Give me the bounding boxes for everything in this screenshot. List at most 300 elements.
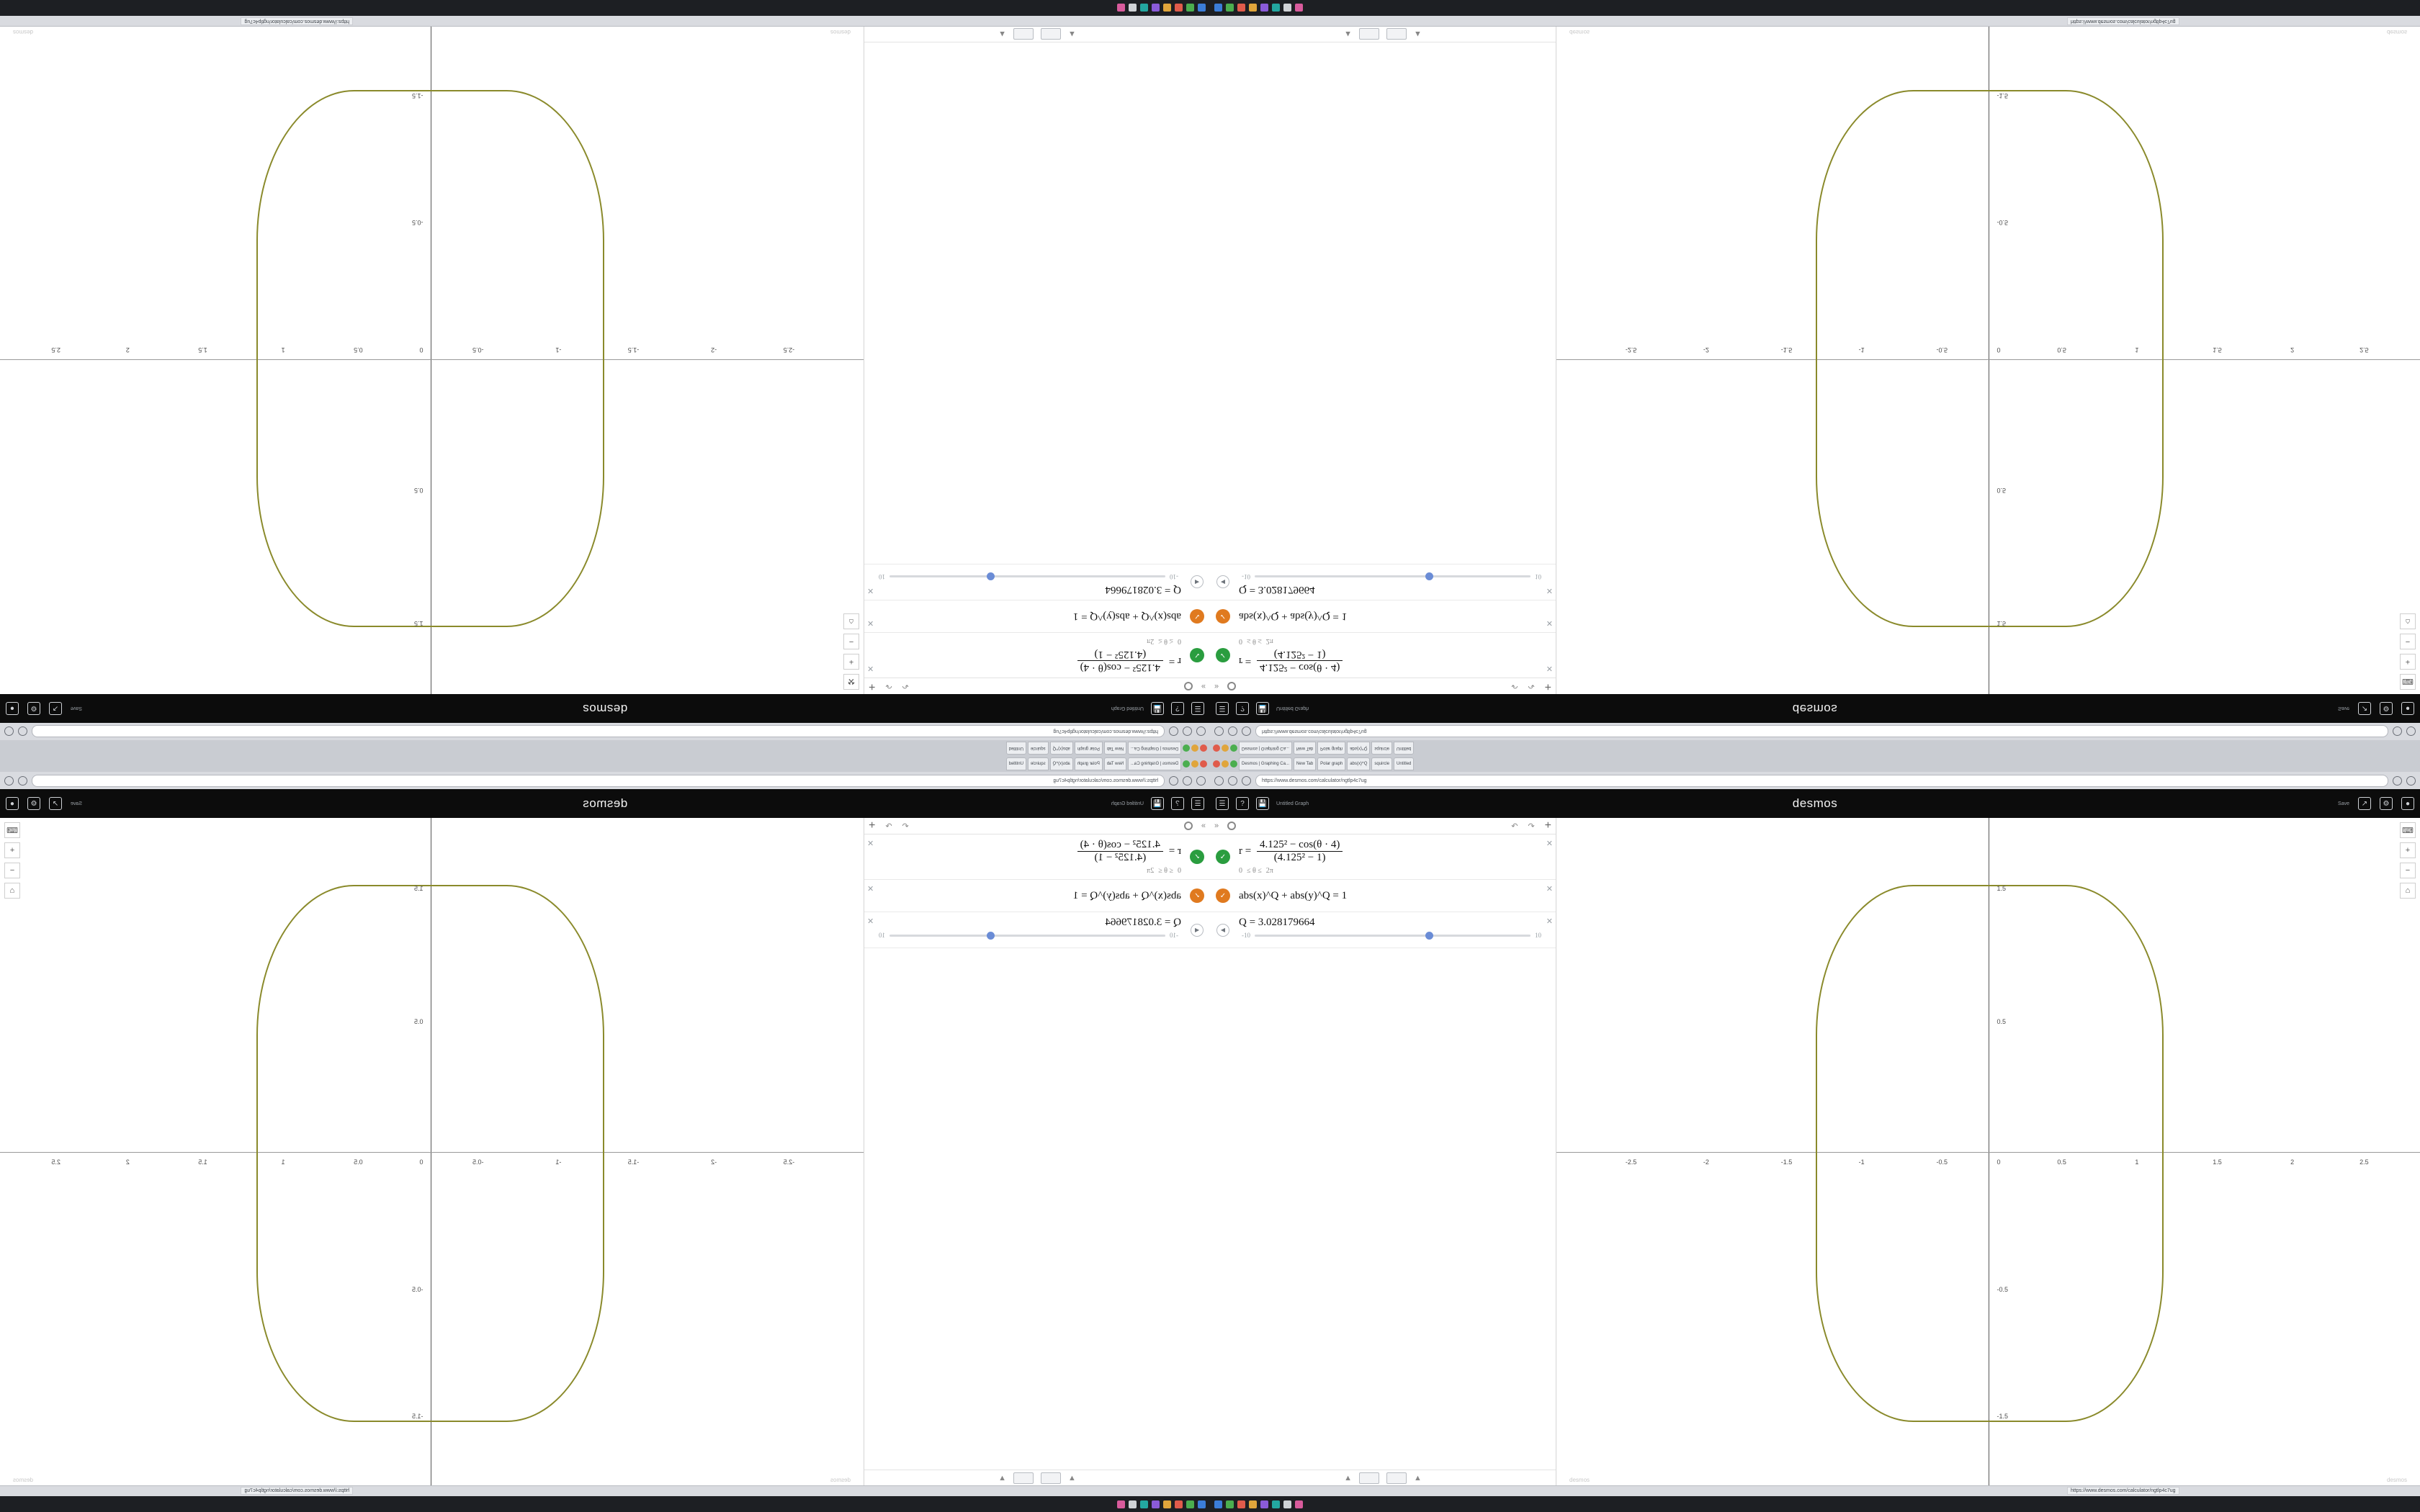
gear-icon[interactable]: ⚙ bbox=[2380, 702, 2393, 715]
question-icon[interactable]: ? bbox=[1171, 797, 1184, 810]
taskbar-app-icon[interactable] bbox=[1237, 4, 1245, 12]
hamburger-icon[interactable]: ☰ bbox=[1191, 797, 1204, 810]
forward-icon[interactable] bbox=[1228, 776, 1237, 786]
keyboard-icon[interactable] bbox=[1359, 28, 1379, 40]
keyboard-bar[interactable] bbox=[864, 1470, 1210, 1486]
tab-strip[interactable] bbox=[1210, 756, 2420, 772]
address-input[interactable]: https://www.desmos.com/calculator/ngtlp4c7ug bbox=[1255, 726, 2388, 738]
taskbar[interactable] bbox=[0, 1496, 1210, 1512]
caret-up-icon[interactable]: ▲ bbox=[1414, 30, 1422, 38]
taskbar-app-icon[interactable] bbox=[1214, 4, 1222, 12]
zoom-out-icon[interactable]: − bbox=[843, 634, 859, 649]
add-expression-button[interactable]: + bbox=[1544, 680, 1551, 693]
expression-row-implicit[interactable] bbox=[864, 880, 1210, 912]
taskbar-app-icon[interactable] bbox=[1283, 1500, 1291, 1508]
slider-min[interactable]: -10 bbox=[1242, 932, 1250, 939]
taskbar-app-icon[interactable] bbox=[1237, 1500, 1245, 1508]
delete-expression-icon[interactable]: ✕ bbox=[1546, 586, 1553, 595]
taskbar-app-icon[interactable] bbox=[1226, 1500, 1234, 1508]
slider-max[interactable]: 10 bbox=[1535, 573, 1541, 580]
redo-icon[interactable]: ↷ bbox=[885, 822, 892, 831]
keyboard-icon[interactable] bbox=[1041, 1472, 1061, 1484]
keyboard-bar[interactable] bbox=[864, 26, 1210, 42]
domain-max: 2π bbox=[1147, 637, 1155, 645]
home-icon[interactable]: ⌂ bbox=[843, 613, 859, 629]
question-icon[interactable]: ? bbox=[1236, 797, 1249, 810]
curve-toggle-icon[interactable]: ✓ bbox=[1190, 648, 1204, 662]
window-min-dot[interactable] bbox=[1222, 760, 1229, 768]
delete-expression-icon[interactable]: ✕ bbox=[1546, 664, 1553, 672]
caret-up-icon[interactable]: ▲ bbox=[1068, 30, 1076, 38]
expression-color-swatch[interactable] bbox=[1184, 834, 1210, 879]
browser-tab[interactable]: New Tab bbox=[1294, 742, 1316, 755]
taskbar-app-icon[interactable] bbox=[1186, 4, 1194, 12]
keyboard-icon[interactable] bbox=[1359, 1472, 1379, 1484]
taskbar-app-icon[interactable] bbox=[1295, 4, 1303, 12]
caret-up-icon[interactable]: ▲ bbox=[1344, 30, 1352, 38]
browser-tab[interactable]: Polar graph bbox=[1317, 742, 1345, 755]
delete-expression-icon[interactable]: ✕ bbox=[867, 618, 874, 627]
untitled-label[interactable]: Untitled Graph bbox=[1276, 706, 1309, 711]
redo-icon[interactable]: ↷ bbox=[1528, 681, 1535, 690]
taskbar-app-icon[interactable] bbox=[1198, 1500, 1206, 1508]
expression-row-polar[interactable] bbox=[1210, 632, 1556, 678]
home-icon[interactable]: ⌂ bbox=[2400, 613, 2416, 629]
tab-strip[interactable] bbox=[0, 740, 1210, 756]
expression-content[interactable] bbox=[1236, 912, 1556, 948]
share-icon[interactable]: ↗ bbox=[49, 702, 62, 715]
save-icon[interactable]: 💾 bbox=[1151, 702, 1164, 715]
keyboard-icon[interactable]: ⌨ bbox=[2400, 674, 2416, 690]
save-button[interactable]: Save bbox=[71, 706, 82, 711]
bookmark-icon[interactable] bbox=[18, 727, 27, 737]
keyboard-bar[interactable] bbox=[1210, 26, 1556, 42]
add-expression-button[interactable]: + bbox=[869, 819, 876, 832]
browser-tab[interactable]: squircle bbox=[1371, 742, 1392, 755]
curve-toggle-icon[interactable]: ✓ bbox=[1216, 648, 1230, 662]
save-button[interactable]: Save bbox=[2338, 801, 2349, 806]
hamburger-icon[interactable]: ☰ bbox=[1216, 797, 1229, 810]
expression-list bbox=[864, 834, 1210, 1470]
expression-content[interactable] bbox=[864, 564, 1184, 600]
taskbar-app-icon[interactable] bbox=[1129, 1500, 1137, 1508]
zoom-in-icon[interactable]: + bbox=[2400, 654, 2416, 670]
save-icon[interactable]: 💾 bbox=[1151, 797, 1164, 810]
chevron-right-icon[interactable]: » bbox=[1201, 822, 1206, 830]
taskbar-app-icon[interactable] bbox=[1163, 4, 1171, 12]
delete-expression-icon[interactable]: ✕ bbox=[867, 917, 874, 926]
untitled-label[interactable]: Untitled Graph bbox=[1276, 801, 1309, 806]
browser-tab[interactable]: Polar graph bbox=[1075, 742, 1103, 755]
chevron-right-icon[interactable]: » bbox=[1201, 682, 1206, 690]
taskbar-app-icon[interactable] bbox=[1260, 4, 1268, 12]
curve-toggle-icon[interactable]: ✓ bbox=[1190, 888, 1204, 903]
zoom-in-icon[interactable]: + bbox=[4, 842, 20, 858]
keyboard-icon[interactable] bbox=[1386, 1472, 1407, 1484]
reload-icon[interactable] bbox=[1242, 727, 1251, 737]
home-icon[interactable]: ⌂ bbox=[4, 883, 20, 899]
gear-icon[interactable] bbox=[1227, 822, 1236, 830]
zoom-in-icon[interactable]: + bbox=[2400, 842, 2416, 858]
slider-track[interactable] bbox=[1255, 576, 1531, 578]
forward-icon[interactable] bbox=[1183, 776, 1192, 786]
keyboard-icon[interactable] bbox=[1386, 28, 1407, 40]
step-back-icon[interactable]: ◀ bbox=[1191, 576, 1204, 589]
expression-color-swatch[interactable] bbox=[1210, 834, 1236, 879]
expression-row-polar[interactable] bbox=[1210, 834, 1556, 880]
taskbar-app-icon[interactable] bbox=[1152, 1500, 1160, 1508]
browser-tab[interactable]: Untitled bbox=[1394, 757, 1414, 770]
browser-url-bar[interactable] bbox=[1210, 723, 2420, 740]
slider-value-label[interactable]: Q = 3.028179664 bbox=[1239, 917, 1315, 928]
account-icon[interactable]: ● bbox=[6, 702, 19, 715]
zoom-in-icon[interactable]: + bbox=[843, 654, 859, 670]
delete-expression-icon[interactable]: ✕ bbox=[1546, 618, 1553, 627]
slider-track[interactable] bbox=[889, 935, 1165, 937]
address-input[interactable]: https://www.desmos.com/calculator/ngtlp4c7ug bbox=[32, 726, 1165, 738]
slider-max[interactable]: 10 bbox=[1535, 932, 1541, 939]
expression-row-polar[interactable] bbox=[864, 632, 1210, 678]
gear-icon[interactable] bbox=[1184, 822, 1193, 830]
keyboard-icon[interactable] bbox=[1013, 28, 1034, 40]
expression-color-swatch[interactable] bbox=[1184, 600, 1210, 632]
expression-row-polar[interactable] bbox=[864, 834, 1210, 880]
step-back-icon[interactable]: ◀ bbox=[1216, 576, 1229, 589]
save-button[interactable]: Save bbox=[2338, 706, 2349, 711]
slider-track[interactable] bbox=[889, 576, 1165, 578]
browser-tab[interactable]: squircle bbox=[1028, 757, 1049, 770]
expression-row-implicit[interactable] bbox=[1210, 880, 1556, 912]
slider-step-controls[interactable] bbox=[1210, 564, 1236, 600]
window-close-dot[interactable] bbox=[1213, 744, 1220, 752]
hamburger-icon[interactable]: ☰ bbox=[1191, 702, 1204, 715]
menu-icon[interactable] bbox=[2406, 776, 2416, 786]
caret-up-icon[interactable]: ▲ bbox=[1068, 1474, 1076, 1482]
slider-min[interactable]: -10 bbox=[1170, 573, 1178, 580]
slider-knob[interactable] bbox=[987, 932, 995, 940]
menu-icon[interactable] bbox=[2406, 727, 2416, 737]
taskbar-app-icon[interactable] bbox=[1175, 1500, 1183, 1508]
slider-knob[interactable] bbox=[1425, 573, 1433, 581]
browser-tab[interactable]: New Tab bbox=[1294, 757, 1316, 770]
reload-icon[interactable] bbox=[1169, 727, 1178, 737]
delete-expression-icon[interactable]: ✕ bbox=[1546, 840, 1553, 848]
expression-content[interactable] bbox=[864, 834, 1184, 879]
delete-expression-icon[interactable]: ✕ bbox=[867, 664, 874, 672]
slider-row[interactable] bbox=[1239, 929, 1549, 943]
home-icon[interactable]: ⌂ bbox=[2400, 883, 2416, 899]
account-icon[interactable]: ● bbox=[2401, 797, 2414, 810]
chevron-right-icon[interactable]: » bbox=[1214, 822, 1219, 830]
slider-min[interactable]: -10 bbox=[1242, 573, 1250, 580]
undo-icon[interactable]: ↶ bbox=[1511, 681, 1518, 690]
taskbar-app-icon[interactable] bbox=[1198, 4, 1206, 12]
browser-url-bar[interactable] bbox=[0, 723, 1210, 740]
x-tick: 1.5 bbox=[198, 1158, 207, 1166]
window-min-dot[interactable] bbox=[1191, 744, 1198, 752]
delete-expression-icon[interactable]: ✕ bbox=[867, 840, 874, 848]
curve-toggle-icon[interactable]: ✓ bbox=[1190, 850, 1204, 864]
taskbar-app-icon[interactable] bbox=[1140, 1500, 1148, 1508]
browser-tab[interactable]: Untitled bbox=[1394, 742, 1414, 755]
expression-content[interactable] bbox=[864, 633, 1184, 678]
expression-content[interactable] bbox=[864, 912, 1184, 948]
domain-restriction[interactable] bbox=[871, 637, 1181, 645]
question-icon[interactable]: ? bbox=[1236, 702, 1249, 715]
slider-step-controls[interactable] bbox=[1184, 912, 1210, 948]
taskbar-app-icon[interactable] bbox=[1163, 1500, 1171, 1508]
taskbar-app-icon[interactable] bbox=[1283, 4, 1291, 12]
slider-max[interactable]: 10 bbox=[879, 573, 885, 580]
keyboard-icon[interactable]: ⌨ bbox=[4, 822, 20, 838]
graph-canvas[interactable] bbox=[1556, 818, 2420, 1486]
step-back-icon[interactable]: ◀ bbox=[1216, 924, 1229, 937]
taskbar-app-icon[interactable] bbox=[1260, 1500, 1268, 1508]
domain-restriction[interactable] bbox=[1239, 637, 1549, 645]
taskbar-app-icon[interactable] bbox=[1249, 4, 1257, 12]
expression-content[interactable]: abs(x)^Q + abs(y)^Q = 1 bbox=[1239, 611, 1348, 623]
slider-value-label[interactable]: Q = 3.028179664 bbox=[1239, 584, 1315, 595]
expression-color-swatch[interactable] bbox=[1184, 633, 1210, 678]
menu-icon[interactable] bbox=[4, 727, 14, 737]
caret-up-icon[interactable]: ▲ bbox=[998, 1474, 1006, 1482]
gear-icon[interactable]: ⚙ bbox=[2380, 797, 2393, 810]
save-icon[interactable]: 💾 bbox=[1256, 702, 1269, 715]
gear-icon[interactable] bbox=[1227, 682, 1236, 690]
slider-max[interactable]: 10 bbox=[879, 932, 885, 939]
delete-expression-icon[interactable]: ✕ bbox=[1546, 917, 1553, 926]
keyboard-icon[interactable] bbox=[1041, 28, 1061, 40]
browser-tab[interactable]: Desmos | Graphing Ca... bbox=[1239, 742, 1292, 755]
x-tick: 1 bbox=[281, 1158, 285, 1166]
account-icon[interactable]: ● bbox=[2401, 702, 2414, 715]
taskbar-app-icon[interactable] bbox=[1272, 4, 1280, 12]
zoom-out-icon[interactable]: − bbox=[2400, 634, 2416, 649]
share-icon[interactable]: ↗ bbox=[2358, 797, 2371, 810]
share-icon[interactable]: ↗ bbox=[2358, 702, 2371, 715]
curve-toggle-icon[interactable]: ✓ bbox=[1216, 609, 1230, 624]
back-icon[interactable] bbox=[1214, 727, 1224, 737]
save-button[interactable]: Save bbox=[71, 801, 82, 806]
keyboard-icon[interactable] bbox=[1013, 1472, 1034, 1484]
window-min-dot[interactable] bbox=[1191, 760, 1198, 768]
undo-icon[interactable]: ↶ bbox=[902, 681, 909, 690]
window-max-dot[interactable] bbox=[1183, 744, 1190, 752]
bookmark-icon[interactable] bbox=[2393, 776, 2402, 786]
forward-icon[interactable] bbox=[1228, 727, 1237, 737]
browser-tab[interactable]: Desmos | Graphing Ca... bbox=[1239, 757, 1292, 770]
expression-content[interactable] bbox=[1236, 564, 1556, 600]
y-tick: 1.5 bbox=[414, 620, 424, 628]
brand-mark: desmos bbox=[830, 1477, 851, 1483]
expression-color-swatch[interactable] bbox=[1210, 600, 1236, 632]
browser-url-bar[interactable] bbox=[1210, 772, 2420, 789]
browser-tab[interactable]: abs(x)^Q bbox=[1347, 757, 1370, 770]
address-input[interactable]: https://www.desmos.com/calculator/ngtlp4c7ug bbox=[1255, 775, 2388, 787]
expression-color-swatch[interactable] bbox=[1184, 880, 1210, 912]
slider-row[interactable] bbox=[871, 929, 1181, 943]
domain-restriction[interactable] bbox=[1239, 867, 1549, 875]
taskbar-app-icon[interactable] bbox=[1175, 4, 1183, 12]
graph-canvas[interactable] bbox=[1556, 26, 2420, 694]
graph-canvas[interactable] bbox=[0, 26, 864, 694]
undo-icon[interactable]: ↶ bbox=[1511, 822, 1518, 831]
x-tick: 2.5 bbox=[51, 1158, 60, 1166]
taskbar[interactable] bbox=[1210, 1496, 2420, 1512]
question-icon[interactable]: ? bbox=[1171, 702, 1184, 715]
window-max-dot[interactable] bbox=[1183, 760, 1190, 768]
expression-row-slider[interactable] bbox=[864, 912, 1210, 948]
step-back-icon[interactable]: ◀ bbox=[1191, 924, 1204, 937]
hamburger-icon[interactable]: ☰ bbox=[1216, 702, 1229, 715]
gear-icon[interactable]: ⚙ bbox=[27, 702, 40, 715]
expression-content[interactable]: abs(x)^Q + abs(y)^Q = 1 bbox=[1072, 889, 1181, 901]
expression-content[interactable]: abs(x)^Q + abs(y)^Q = 1 bbox=[1239, 889, 1348, 901]
expression-content[interactable]: abs(x)^Q + abs(y)^Q = 1 bbox=[1072, 611, 1181, 623]
back-icon[interactable] bbox=[1214, 776, 1224, 786]
expression-row-slider[interactable] bbox=[1210, 564, 1556, 600]
slider-value-label[interactable]: Q = 3.028179664 bbox=[1105, 917, 1181, 928]
expression-row-implicit[interactable] bbox=[1210, 600, 1556, 632]
slider-step-controls[interactable] bbox=[1210, 912, 1236, 948]
add-expression-button[interactable]: + bbox=[869, 680, 876, 693]
keyboard-icon[interactable]: ⌨ bbox=[2400, 822, 2416, 838]
taskbar-app-icon[interactable] bbox=[1152, 4, 1160, 12]
browser-tab[interactable]: Polar graph bbox=[1317, 757, 1345, 770]
window-close-dot[interactable] bbox=[1213, 760, 1220, 768]
expression-row-implicit[interactable] bbox=[864, 600, 1210, 632]
browser-tab[interactable]: Desmos | Graphing Ca... bbox=[1128, 757, 1181, 770]
expression-color-swatch[interactable] bbox=[1210, 880, 1236, 912]
graph-right-tools[interactable] bbox=[2400, 613, 2416, 690]
gear-icon[interactable] bbox=[1184, 682, 1193, 690]
caret-up-icon[interactable]: ▲ bbox=[1414, 1474, 1422, 1482]
slider-step-controls[interactable] bbox=[1184, 564, 1210, 600]
quadrant-top-right bbox=[1210, 0, 2420, 756]
taskbar-app-icon[interactable] bbox=[1272, 1500, 1280, 1508]
taskbar-app-icon[interactable] bbox=[1129, 4, 1137, 12]
back-icon[interactable] bbox=[1196, 776, 1206, 786]
taskbar-app-icon[interactable] bbox=[1117, 4, 1125, 12]
window-close-dot[interactable] bbox=[1200, 760, 1207, 768]
taskbar[interactable] bbox=[1210, 0, 2420, 16]
expression-content[interactable] bbox=[1236, 834, 1556, 879]
browser-tab[interactable]: New Tab bbox=[1104, 757, 1126, 770]
menu-icon[interactable] bbox=[4, 776, 14, 786]
reload-icon[interactable] bbox=[1242, 776, 1251, 786]
taskbar-app-icon[interactable] bbox=[1226, 4, 1234, 12]
browser-tab[interactable]: abs(x)^Q bbox=[1050, 757, 1073, 770]
window-max-dot[interactable] bbox=[1230, 744, 1237, 752]
slider-track[interactable] bbox=[1255, 935, 1531, 937]
curve-toggle-icon[interactable]: ✓ bbox=[1216, 888, 1230, 903]
save-icon[interactable]: 💾 bbox=[1256, 797, 1269, 810]
squircle-curve bbox=[1816, 885, 2164, 1422]
taskbar-app-icon[interactable] bbox=[1295, 1500, 1303, 1508]
slider-value-label[interactable]: Q = 3.028179664 bbox=[1105, 584, 1181, 595]
slider-min[interactable]: -10 bbox=[1170, 932, 1178, 939]
zoom-out-icon[interactable]: − bbox=[4, 863, 20, 878]
graph-left-tools[interactable] bbox=[843, 613, 859, 690]
browser-tab[interactable]: Polar graph bbox=[1075, 757, 1103, 770]
taskbar[interactable] bbox=[0, 0, 1210, 16]
caret-up-icon[interactable]: ▲ bbox=[998, 30, 1006, 38]
undo-icon[interactable]: ↶ bbox=[902, 822, 909, 831]
redo-icon[interactable]: ↷ bbox=[1528, 822, 1535, 831]
browser-tab[interactable]: New Tab bbox=[1104, 742, 1126, 755]
curve-toggle-icon[interactable]: ✓ bbox=[1216, 850, 1230, 864]
browser-tab[interactable]: Desmos | Graphing Ca... bbox=[1128, 742, 1181, 755]
expression-row-slider[interactable] bbox=[1210, 912, 1556, 948]
x-tick: -1 bbox=[555, 346, 562, 354]
domain-restriction[interactable] bbox=[871, 867, 1181, 875]
bookmark-icon[interactable] bbox=[18, 776, 27, 786]
window-max-dot[interactable] bbox=[1230, 760, 1237, 768]
forward-icon[interactable] bbox=[1183, 727, 1192, 737]
taskbar-app-icon[interactable] bbox=[1249, 1500, 1257, 1508]
taskbar-app-icon[interactable] bbox=[1214, 1500, 1222, 1508]
browser-tab[interactable]: squircle bbox=[1028, 742, 1049, 755]
slider-row[interactable] bbox=[871, 569, 1181, 583]
address-input[interactable]: https://www.desmos.com/calculator/ngtlp4c7ug bbox=[32, 775, 1165, 787]
browser-tab[interactable]: squircle bbox=[1371, 757, 1392, 770]
delete-expression-icon[interactable]: ✕ bbox=[867, 885, 874, 894]
taskbar-app-icon[interactable] bbox=[1117, 1500, 1125, 1508]
gear-icon[interactable]: ⚙ bbox=[27, 797, 40, 810]
graph-right-tools[interactable] bbox=[4, 822, 20, 899]
add-expression-button[interactable]: + bbox=[1544, 819, 1551, 832]
x-tick: -0.5 bbox=[1936, 1158, 1948, 1166]
untitled-label[interactable]: Untitled Graph bbox=[1111, 801, 1144, 806]
browser-tab[interactable]: Untitled bbox=[1006, 757, 1026, 770]
redo-icon[interactable]: ↷ bbox=[885, 681, 892, 690]
caret-up-icon[interactable]: ▲ bbox=[1344, 1474, 1352, 1482]
graph-right-tools[interactable] bbox=[2400, 822, 2416, 899]
expression-row-slider[interactable] bbox=[864, 564, 1210, 600]
window-close-dot[interactable] bbox=[1200, 744, 1207, 752]
slider-knob[interactable] bbox=[987, 573, 995, 581]
share-icon[interactable]: ↗ bbox=[49, 797, 62, 810]
wrench-icon[interactable]: ⚒ bbox=[843, 674, 859, 690]
browser-tab[interactable]: Untitled bbox=[1006, 742, 1026, 755]
window-min-dot[interactable] bbox=[1222, 744, 1229, 752]
taskbar-app-icon[interactable] bbox=[1140, 4, 1148, 12]
keyboard-bar[interactable] bbox=[1210, 1470, 1556, 1486]
delete-expression-icon[interactable]: ✕ bbox=[867, 586, 874, 595]
expression-content[interactable] bbox=[1236, 633, 1556, 678]
account-icon[interactable]: ● bbox=[6, 797, 19, 810]
curve-toggle-icon[interactable]: ✓ bbox=[1190, 609, 1204, 624]
tab-strip[interactable] bbox=[0, 756, 1210, 772]
back-icon[interactable] bbox=[1196, 727, 1206, 737]
untitled-label[interactable]: Untitled Graph bbox=[1111, 706, 1144, 711]
expression-color-swatch[interactable] bbox=[1210, 633, 1236, 678]
reload-icon[interactable] bbox=[1169, 776, 1178, 786]
zoom-out-icon[interactable]: − bbox=[2400, 863, 2416, 878]
graph-canvas[interactable] bbox=[0, 818, 864, 1486]
taskbar-app-icon[interactable] bbox=[1186, 1500, 1194, 1508]
delete-expression-icon[interactable]: ✕ bbox=[1546, 885, 1553, 894]
browser-url-bar[interactable] bbox=[0, 772, 1210, 789]
browser-tab[interactable]: abs(x)^Q bbox=[1347, 742, 1370, 755]
browser-tab[interactable]: abs(x)^Q bbox=[1050, 742, 1073, 755]
slider-row[interactable] bbox=[1239, 569, 1549, 583]
chevron-right-icon[interactable]: » bbox=[1214, 682, 1219, 690]
slider-knob[interactable] bbox=[1425, 932, 1433, 940]
bookmark-icon[interactable] bbox=[2393, 727, 2402, 737]
tab-strip[interactable] bbox=[1210, 740, 2420, 756]
x-tick: 0 bbox=[419, 1158, 424, 1166]
